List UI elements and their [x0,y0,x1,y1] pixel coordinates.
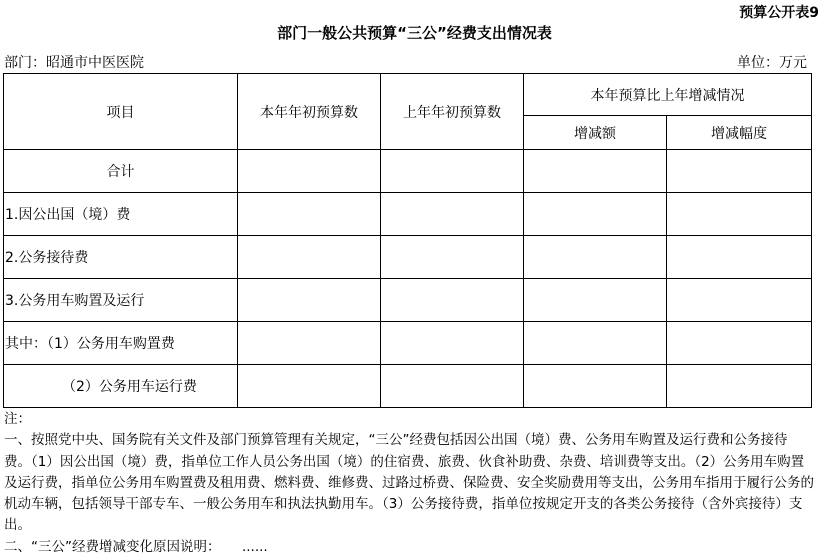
row-label: 2.公务接待费 [4,236,238,279]
cell-change [524,236,667,279]
row-label: 3.公务用车购置及运行 [4,279,238,322]
cell-change [524,279,667,322]
header-prior-budget: 上年年初预算数 [381,74,524,150]
notes-heading: 注： [4,411,31,427]
cell-rate [667,322,812,365]
cell-prior [381,365,524,408]
header-compare-group: 本年预算比上年增减情况 [524,74,812,116]
cell-current [238,236,381,279]
cell-rate [667,193,812,236]
page-title: 部门一般公共预算“三公”经费支出情况表 [277,24,552,42]
table-row-total [4,150,812,193]
unit-label: 单位：万元 [737,55,807,71]
cell-current [238,193,381,236]
row-label: （2）公务用车运行费 [4,365,238,408]
budget-table [3,73,812,408]
table-row [4,279,812,322]
form-number: 预算公开表9 [739,5,819,21]
cell-current [238,150,381,193]
row-label: 1.因公出国（境）费 [4,193,238,236]
cell-prior [381,322,524,365]
note-definition: 一、按照党中央、国务院有关文件及部门预算管理有关规定，“三公”经费包括因公出国（境）费、公务用车购置及运行费和公务接待费。（1）因公出国（境）费，指单位工作人员公务出国（境）的住宿费、旅费、伙食补助费、杂费、培训费等支出。（2）公务用车购置及运行费，指单位公务用车购置费及租用费、燃料费、维修费、过路过桥费、保险费、安全奖励费用等支出，公务用车指用于履行公务的机动车辆，包括领导干部专车、一般公务用车和执法执勤用车。（3）公务接待费，指单位按规定开支的各类公务接待（含外宾接待）支出。 [4,432,814,534]
cell-rate [667,236,812,279]
row-label: 其中：（1）公务用车购置费 [4,322,238,365]
header-change-amount: 增减额 [524,116,667,150]
table-row [4,322,812,365]
cell-prior [381,193,524,236]
row-label: 合计 [4,150,238,193]
header-current-budget: 本年年初预算数 [238,74,381,150]
cell-change [524,365,667,408]
cell-rate [667,279,812,322]
cell-change [524,150,667,193]
header-item: 项目 [4,74,238,150]
cell-prior [381,279,524,322]
table-row [4,193,812,236]
cell-rate [667,150,812,193]
cell-current [238,279,381,322]
note-change-reason: 二、“三公”经费增减变化原因说明： ...... [4,538,268,555]
department-label: 部门：昭通市中医医院 [4,55,144,71]
cell-change [524,322,667,365]
cell-prior [381,150,524,193]
cell-prior [381,236,524,279]
table-row [4,236,812,279]
notes-section [4,409,814,558]
header-change-rate: 增减幅度 [667,116,812,150]
cell-current [238,322,381,365]
cell-change [524,193,667,236]
cell-rate [667,365,812,408]
table-row [4,365,812,408]
cell-current [238,365,381,408]
